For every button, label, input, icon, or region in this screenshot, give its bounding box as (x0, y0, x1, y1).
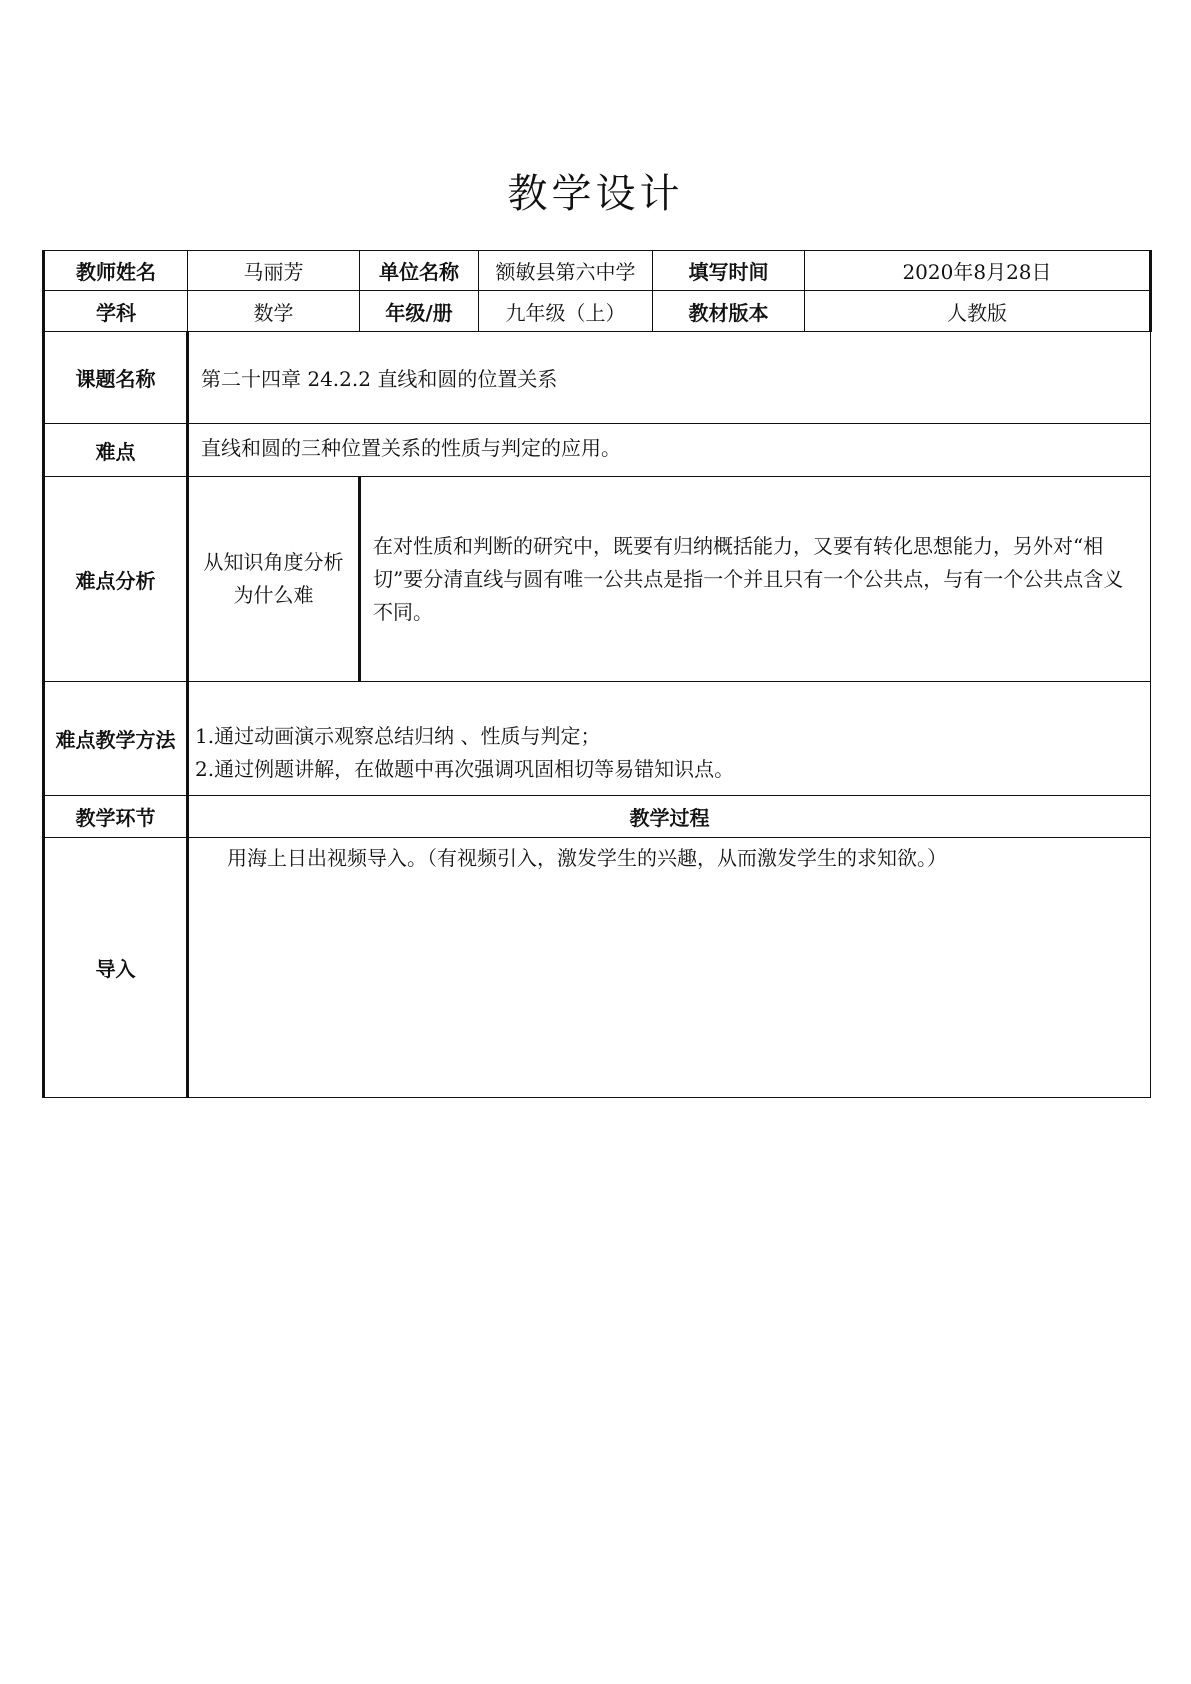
analysis-row (44, 477, 1151, 682)
topic-row (44, 332, 1151, 424)
date-label: 填写时间 (653, 251, 805, 291)
difficulty-row (44, 424, 1151, 477)
method-label: 难点教学方法 (44, 682, 188, 796)
date-value: 2020年8月28日 (805, 251, 1151, 291)
topic-label: 课题名称 (44, 332, 188, 424)
grade-value: 九年级（上） (479, 291, 653, 332)
edition-label: 教材版本 (653, 291, 805, 332)
teacher-value: 马丽芳 (188, 251, 360, 291)
difficulty-value: 直线和圆的三种位置关系的性质与判定的应用。 (188, 424, 1151, 477)
grade-label: 年级/册 (360, 291, 479, 332)
difficulty-label: 难点 (44, 424, 188, 477)
subject-label: 学科 (44, 291, 188, 332)
lesson-design-table (42, 250, 1152, 1098)
intro-label: 导入 (44, 838, 188, 1098)
document-title: 教学设计 (507, 171, 684, 217)
method-row (44, 682, 1151, 796)
method-value (188, 682, 1151, 796)
edition-value: 人教版 (805, 291, 1151, 332)
topic-value: 第二十四章 24.2.2 直线和圆的位置关系 (188, 332, 1151, 424)
info-row-1 (44, 251, 1151, 291)
intro-row (44, 838, 1151, 1098)
info-row-2 (44, 291, 1151, 332)
analysis-label: 难点分析 (44, 477, 188, 682)
method-line-2: 2.通过例题讲解，在做题中再次强调巩固相切等易错知识点。 (195, 756, 735, 781)
section-header-row (44, 796, 1151, 838)
method-line-1: 1.通过动画演示观察总结归纳 、性质与判定； (195, 723, 601, 748)
analysis-sub-label: 从知识角度分析为什么难 (188, 477, 360, 682)
process-label: 教学过程 (188, 796, 1151, 838)
unit-label: 单位名称 (360, 251, 479, 291)
subject-value: 数学 (188, 291, 360, 332)
analysis-value: 在对性质和判断的研究中，既要有归纳概括能力，又要有转化思想能力，另外对“相切”要分清直线与圆有唯一公共点是指一个并且只有一个公共点，与有一个公共点含义不同。 (360, 477, 1151, 682)
teacher-label: 教师姓名 (44, 251, 188, 291)
intro-value: 用海上日出视频导入。（有视频引入，激发学生的兴趣，从而激发学生的求知欲。） (188, 838, 1151, 1098)
stage-label: 教学环节 (44, 796, 188, 838)
unit-value: 额敏县第六中学 (479, 251, 653, 291)
